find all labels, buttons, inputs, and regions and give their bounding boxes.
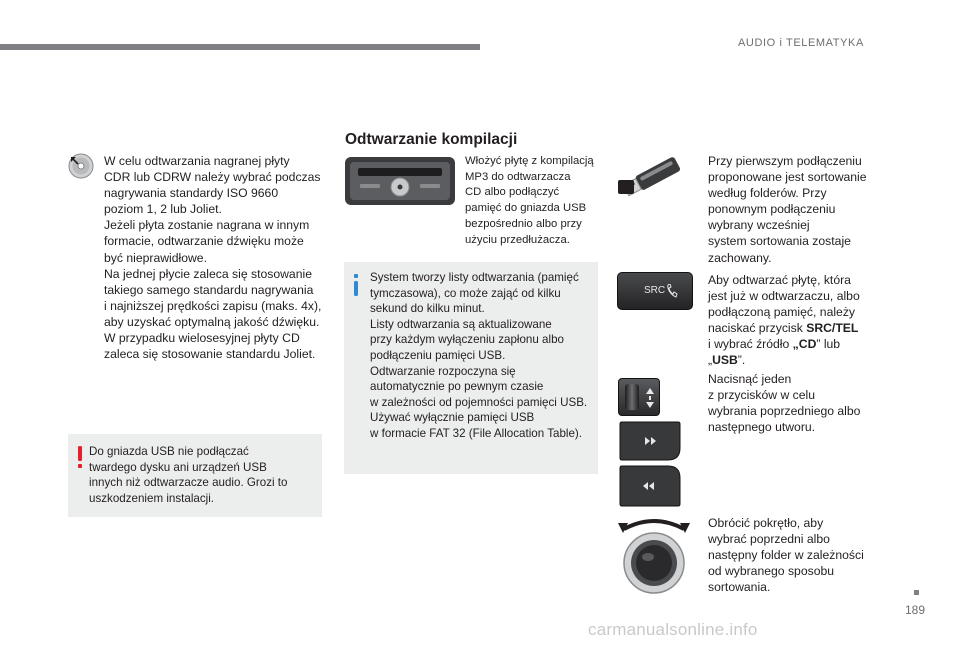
warning-icon [76, 446, 84, 468]
steering-scroll-control[interactable] [618, 378, 660, 416]
track-select-text: Nacisnąć jeden z przycisków w celu wybrania poprzedniego albo następnego utworu. [708, 372, 861, 435]
usb-warning-text: Do gniazda USB nie podłączać twardego dysku ani urządzeń USB innych niż odtwarzacze audio. Grozi to uszkodzeniem instalacji. [89, 445, 288, 505]
src-line-6: „USB”. [708, 353, 746, 368]
src-tel-button[interactable] [617, 272, 693, 310]
section-header: AUDIO i TELEMATYKA [738, 37, 864, 49]
src-line-3: podłączoną pamięć, należy [708, 305, 856, 320]
up-down-arrows-icon [645, 387, 655, 409]
src-button-label: SRC [644, 285, 666, 296]
usb-sort-text: Przy pierwszym podłączeniu proponowane jest sortowanie według folderów. Przy ponownym podłączeniu wybrany wcześniej system sortowania zostaje zachowany. [708, 154, 867, 265]
next-track-button[interactable] [618, 420, 682, 462]
cd-disc-icon [68, 153, 94, 179]
scroll-wheel[interactable] [625, 384, 639, 410]
rotary-knob-icon[interactable] [614, 515, 694, 597]
section-title: Odtwarzanie kompilacji [345, 131, 518, 148]
src-line-4: naciskać przycisk SRC/TEL [708, 321, 859, 336]
cd-player-icon [344, 156, 456, 206]
usb-stick-icon [614, 152, 692, 198]
cd-source-label: „CD [792, 337, 817, 352]
previous-track-button[interactable] [618, 464, 682, 508]
usb-source-label: USB [712, 353, 738, 368]
cd-recording-note: W celu odtwarzania nagranej płyty CDR lub CDRW należy wybrać podczas nagrywania standardy ISO 9660 poziom 1, 2 lub Joliet. Jeżeli płyta zostanie nagrana w innym formacie, odtwarzanie dźwięku może być nieprawidłowe. Na jednej płycie zaleca się stosowanie takiego samego standardu nagrywania i najniższej prędkości zapisu (maks. 4x), aby uzyskać optymalną jakość dźwięku. W przypadku wielosesyjnej płyty CD zaleca się stosowanie standardu Joliet. [104, 154, 322, 362]
src-instructions [708, 272, 893, 369]
src-line-5: i wybrać źródło „CD” lub [708, 337, 841, 352]
page-marker [914, 590, 919, 595]
src-tel-label: SRC/TEL [806, 321, 859, 336]
phone-icon [666, 284, 678, 298]
folder-select-text: Obrócić pokrętło, aby wybrać poprzedni albo następny folder w zależności od wybranego sposobu sortowania. [708, 516, 864, 595]
src-line-1: Aby odtwarzać płytę, która [708, 273, 851, 287]
info-icon [352, 274, 360, 296]
footer-watermark: carmanualsonline.info [588, 620, 758, 639]
page-number: 189 [905, 603, 926, 617]
src-line-2: jest już w odtwarzaczu, albo [708, 289, 860, 304]
playlist-info-text: System tworzy listy odtwarzania (pamięć tymczasowa), co może zająć od kilku sekund do kilku minut. Listy odtwarzania są aktualizowane przy każdym wyłączeniu zapłonu albo podłączeniu pamięci USB. Odtwarzanie rozpoczyna się automatycznie po pewnym czasie w zależności od pojemności pamięci USB. Używać wyłącznie pamięci USB w formacie FAT 32 (File Allocation Table). [370, 271, 588, 440]
header-bar [0, 44, 480, 50]
insert-disc-text: Włożyć płytę z kompilacją MP3 do odtwarzacza CD albo podłączyć pamięć do gniazda USB bezpośrednio albo przy użyciu przedłużacza. [465, 155, 594, 246]
